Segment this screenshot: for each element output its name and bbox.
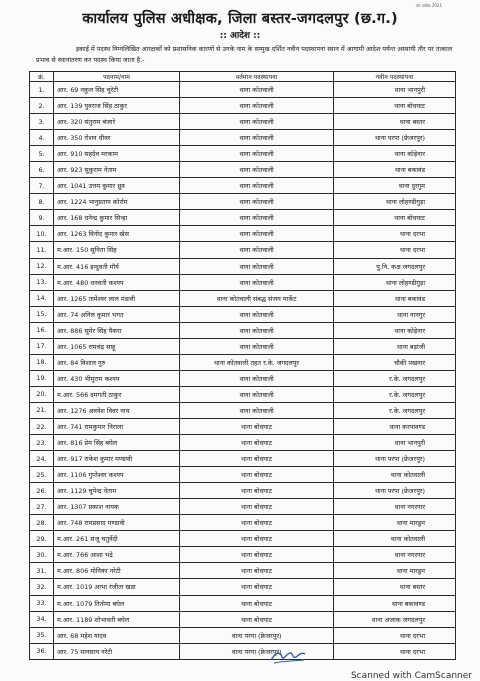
current-posting-cell: थाना बोधघाट xyxy=(180,451,334,467)
current-posting-cell: थाना परपा (फ्रेजरपुर) xyxy=(180,627,334,643)
serial-cell: 28. xyxy=(30,515,54,531)
name-cell: आर. 741 रामकुमार निराला xyxy=(54,418,180,434)
new-posting-cell: थाना कोतवाली xyxy=(334,531,456,547)
table-row xyxy=(30,178,456,194)
current-posting-cell: थाना कोतवाली xyxy=(180,386,334,402)
name-cell: म.आर. 1079 तितोमा बघेल xyxy=(54,595,180,611)
name-cell: आर. 923 सुकुराम नेताम xyxy=(54,162,180,178)
name-cell: आर. 430 भीमुराम कश्यप xyxy=(54,370,180,386)
serial-cell: 14. xyxy=(30,290,54,306)
serial-cell: 18. xyxy=(30,354,54,370)
name-cell: आर. 1041 उत्तम कुमार ध्रुव xyxy=(54,178,180,194)
current-posting-cell: थाना कोतवाली xyxy=(180,402,334,418)
new-posting-cell: थाना बोधघाट xyxy=(334,210,456,226)
name-cell: म.आर. 806 मोनिका नरेटी xyxy=(54,563,180,579)
current-posting-cell: थाना कोतवाली xyxy=(180,194,334,210)
table-row xyxy=(30,386,456,402)
name-cell: आर. 917 राकेश कुमार मण्डावी xyxy=(54,451,180,467)
new-posting-cell: थाना कोड़ेनार xyxy=(334,322,456,338)
serial-cell: 33. xyxy=(30,595,54,611)
current-posting-cell: थाना बोधघाट xyxy=(180,547,334,563)
serial-cell: 21. xyxy=(30,402,54,418)
name-cell: म.आर. 261 संजू चतुर्वेदी xyxy=(54,531,180,547)
serial-cell: 12. xyxy=(30,258,54,274)
table-row xyxy=(30,354,456,370)
table-row xyxy=(30,418,456,434)
name-cell: आर. 139 युवराज सिंह ठाकुर xyxy=(54,98,180,114)
current-posting-cell: थाना कोतवाली xyxy=(180,258,334,274)
serial-cell: 8. xyxy=(30,194,54,210)
table-row xyxy=(30,82,456,98)
serial-cell: 6. xyxy=(30,162,54,178)
office-title: कार्यालय पुलिस अधीक्षक, जिला बस्तर-जगदलपुर (छ.ग.) xyxy=(82,11,398,27)
current-posting-cell: थाना बोधघाट xyxy=(180,418,334,434)
name-cell: आर. 320 संतुराम बंजारे xyxy=(54,114,180,130)
new-posting-cell: थाना मारडूम xyxy=(334,563,456,579)
new-posting-cell: थाना कोतवाली xyxy=(334,467,456,483)
serial-cell: 4. xyxy=(30,130,54,146)
name-cell: म.आर. 480 धनवती कश्यप xyxy=(54,274,180,290)
current-posting-cell: थाना कोतवाली xyxy=(180,178,334,194)
current-posting-cell: थाना बोधघाट xyxy=(180,531,334,547)
new-posting-cell: थाना भानपुरी xyxy=(334,82,456,98)
current-posting-cell: थाना बोधघाट xyxy=(180,563,334,579)
current-posting-cell: थाना कोतवाली xyxy=(180,226,334,242)
serial-cell: 13. xyxy=(30,274,54,290)
current-posting-cell: थाना कोतवाली xyxy=(180,306,334,322)
name-cell: आर. 74 अनिल कुमार भगत xyxy=(54,306,180,322)
table-row xyxy=(30,643,456,659)
new-posting-cell: र.के. जगदलपुर xyxy=(334,370,456,386)
serial-cell: 32. xyxy=(30,579,54,595)
current-posting-cell: थाना बोधघाट xyxy=(180,499,334,515)
new-posting-cell: र.के. जगदलपुर xyxy=(334,386,456,402)
name-cell: आर. 886 सुमेर सिंह पैकरा xyxy=(54,322,180,338)
table-row xyxy=(30,595,456,611)
serial-cell: 3. xyxy=(30,114,54,130)
name-cell: आर. 816 प्रेम सिंह बघेल xyxy=(54,435,180,451)
serial-cell: 7. xyxy=(30,178,54,194)
table-row xyxy=(30,435,456,451)
table-row xyxy=(30,306,456,322)
new-posting-cell: थाना बकावंड xyxy=(334,162,456,178)
name-cell: आर. 1065 रामचंद्र साहू xyxy=(54,338,180,354)
current-posting-cell: थाना कोतवाली तहत र.के. जगदलपुर xyxy=(180,354,334,370)
new-posting-cell: थाना बोधघाट xyxy=(334,98,456,114)
current-posting-cell: थाना कोतवाली xyxy=(180,322,334,338)
name-cell: म.आर. 1019 आभा रंजीता खडा xyxy=(54,579,180,595)
serial-cell: 1. xyxy=(30,82,54,98)
table-row xyxy=(30,98,456,114)
serial-cell: 17. xyxy=(30,338,54,354)
current-posting-cell: थाना बोधघाट xyxy=(180,595,334,611)
name-cell: आर. 68 महेश यादव xyxy=(54,627,180,643)
current-posting-cell: थाना बोधघाट xyxy=(180,515,334,531)
name-cell: आर. 1129 चुपेन्द्र नेताम xyxy=(54,483,180,499)
current-posting-cell: थाना कोतवाली xyxy=(180,114,334,130)
table-row xyxy=(30,274,456,290)
new-posting-cell: थाना लोहण्डीगुड़ा xyxy=(334,274,456,290)
table-row xyxy=(30,370,456,386)
current-posting-cell: थाना कोतवाली xyxy=(180,82,334,98)
new-posting-cell: थाना परपा (फ्रेजरपुर) xyxy=(334,483,456,499)
serial-cell: 36. xyxy=(30,643,54,659)
table-row xyxy=(30,210,456,226)
table-row xyxy=(30,547,456,563)
order-heading: :: आदेश :: xyxy=(219,31,261,41)
table-row xyxy=(30,515,456,531)
new-posting-cell: पु.नि. कक्ष जगदलपुर xyxy=(334,258,456,274)
serial-cell: 15. xyxy=(30,306,54,322)
table-row xyxy=(30,579,456,595)
table-body xyxy=(30,82,456,660)
current-posting-cell: थाना कोतवाली xyxy=(180,146,334,162)
order-intro-paragraph: इकाई में पदस्थ निम्नलिखित आरक्षकों को प्रशासनिक कारणों से उनके नाम के सम्मुख दर्शित नवीन पदस्थापना स्थान में आगामी आदेश पर्यन्त अस्थायी तौर पर तत्काल प्रभाव से स्थानांतरण कर पदस्थ किया जाता है:- xyxy=(36,45,453,64)
current-posting-cell: थाना बोधघाट xyxy=(180,467,334,483)
current-posting-cell: थाना बोधघाट xyxy=(180,579,334,595)
new-posting-cell: थाना करपावण्ड xyxy=(334,418,456,434)
new-posting-cell: थाना बस्तर xyxy=(334,579,456,595)
serial-cell: 16. xyxy=(30,322,54,338)
serial-cell: 25. xyxy=(30,467,54,483)
new-posting-cell: र.के. जगदलपुर xyxy=(334,402,456,418)
name-cell: आर. 69 नकुल सिंह चुरेटी xyxy=(54,82,180,98)
table-row xyxy=(30,258,456,274)
serial-cell: 30. xyxy=(30,547,54,563)
name-cell: म.आर. 416 इन्दुवती मौर्य xyxy=(54,258,180,274)
current-posting-cell: थाना कोतवाली xyxy=(180,370,334,386)
serial-cell: 26. xyxy=(30,483,54,499)
header-serial: क्रं. xyxy=(30,72,54,82)
current-posting-cell: थाना कोतवाली xyxy=(180,130,334,146)
table-row xyxy=(30,322,456,338)
serial-cell: 5. xyxy=(30,146,54,162)
current-posting-cell: थाना कोतवाली xyxy=(180,162,334,178)
table-row xyxy=(30,194,456,210)
table-row xyxy=(30,499,456,515)
serial-cell: 22. xyxy=(30,418,54,434)
current-posting-cell: थाना बोधघाट xyxy=(180,611,334,627)
table-row xyxy=(30,563,456,579)
signature-icon xyxy=(268,648,308,666)
new-posting-cell: थाना दरभा xyxy=(334,627,456,643)
current-posting-cell: थाना कोतवाली संबद्ध संजय मार्केट xyxy=(180,290,334,306)
new-posting-cell: थाना लोहण्डीगुड़ा xyxy=(334,194,456,210)
table-row xyxy=(30,338,456,354)
new-posting-cell: थाना मारडूम xyxy=(334,515,456,531)
serial-cell: 23. xyxy=(30,435,54,451)
current-posting-cell: थाना कोतवाली xyxy=(180,98,334,114)
new-posting-cell: थाना दुरगुम xyxy=(334,178,456,194)
table-row xyxy=(30,242,456,258)
top-note: उप आदेश 2021 xyxy=(415,3,442,8)
serial-cell: 34. xyxy=(30,611,54,627)
serial-cell: 19. xyxy=(30,370,54,386)
current-posting-cell: थाना कोतवाली xyxy=(180,274,334,290)
new-posting-cell: थाना दरभा xyxy=(334,242,456,258)
name-cell: आर. 1276 अवनेश विवर नाथ xyxy=(54,402,180,418)
current-posting-cell: थाना कोतवाली xyxy=(180,338,334,354)
table-row xyxy=(30,114,456,130)
table-row xyxy=(30,130,456,146)
name-cell: आर. 1307 प्रकाश नायक xyxy=(54,499,180,515)
current-posting-cell: थाना कोतवाली xyxy=(180,210,334,226)
table-row xyxy=(30,627,456,643)
new-posting-cell: थाना कोड़ेनार xyxy=(334,146,456,162)
name-cell: आर. 350 रोशन धीवर xyxy=(54,130,180,146)
new-posting-cell: थाना बस्तर xyxy=(334,114,456,130)
new-posting-cell: चौकी पखनार xyxy=(334,354,456,370)
table-row xyxy=(30,531,456,547)
new-posting-cell: थाना दरभा xyxy=(334,226,456,242)
new-posting-cell: थाना अजाक जगदलपुर xyxy=(334,611,456,627)
serial-cell: 20. xyxy=(30,386,54,402)
table-header-row xyxy=(30,72,456,82)
name-cell: आर. 1263 विनोद कुमार खेस xyxy=(54,226,180,242)
name-cell: म.आर. 766 आशा भद्रे xyxy=(54,547,180,563)
name-cell: आर. 75 मानसाय नरेटी xyxy=(54,643,180,659)
current-posting-cell: थाना बोधघाट xyxy=(180,435,334,451)
new-posting-cell: थाना बकावण्ड xyxy=(334,595,456,611)
new-posting-cell: थाना नगरनार xyxy=(334,547,456,563)
new-posting-cell: थाना बकावंड xyxy=(334,290,456,306)
header-new-posting: नवीन पदस्थापना xyxy=(334,72,456,82)
current-posting-cell: थाना परपा (फ्रेजरपुर) xyxy=(180,643,334,659)
serial-cell: 31. xyxy=(30,563,54,579)
table-row xyxy=(30,402,456,418)
new-posting-cell: थाना परपा (फ्रेजरपुर) xyxy=(334,451,456,467)
serial-cell: 35. xyxy=(30,627,54,643)
name-cell: म.आर. 150 सुनिता सिंह xyxy=(54,242,180,258)
serial-cell: 24. xyxy=(30,451,54,467)
new-posting-cell: थाना नानगुर xyxy=(334,306,456,322)
serial-cell: 9. xyxy=(30,210,54,226)
table-row xyxy=(30,451,456,467)
name-cell: आर. 748 रामप्रसाद मण्डावी xyxy=(54,515,180,531)
table-row xyxy=(30,226,456,242)
new-posting-cell: थाना दरभा xyxy=(334,643,456,659)
serial-cell: 11. xyxy=(30,242,54,258)
name-cell: आर. 84 विशाल गुरु xyxy=(54,354,180,370)
name-cell: म.आर. 1189 शोभावती बघेल xyxy=(54,611,180,627)
serial-cell: 10. xyxy=(30,226,54,242)
new-posting-cell: थाना भानपुरी xyxy=(334,435,456,451)
table-row xyxy=(30,290,456,306)
header-name: पदनाम/नाम xyxy=(54,72,180,82)
table-row xyxy=(30,162,456,178)
name-cell: आर. 168 धनेन्द्र कुमार सिन्हा xyxy=(54,210,180,226)
new-posting-cell: थाना बड़ांजी xyxy=(334,338,456,354)
current-posting-cell: थाना बोधघाट xyxy=(180,483,334,499)
table-row xyxy=(30,483,456,499)
name-cell: आर. 1224 भानुप्रताप कोर्राम xyxy=(54,194,180,210)
table-row xyxy=(30,467,456,483)
scanner-watermark: Scanned with CamScanner xyxy=(350,671,472,681)
name-cell: आर. 1265 तामेश्वर लाल मंडावी xyxy=(54,290,180,306)
new-posting-cell: थाना परपा (फ्रेजरपुर) xyxy=(334,130,456,146)
new-posting-cell: थाना नगरनार xyxy=(334,499,456,515)
serial-cell: 29. xyxy=(30,531,54,547)
serial-cell: 27. xyxy=(30,499,54,515)
table-row xyxy=(30,146,456,162)
transfer-table xyxy=(29,71,456,660)
current-posting-cell: थाना कोतवाली xyxy=(180,242,334,258)
name-cell: आर. 910 सहदेव मरकाम xyxy=(54,146,180,162)
table-row xyxy=(30,611,456,627)
serial-cell: 2. xyxy=(30,98,54,114)
header-current-posting: वर्तमान पदस्थापना xyxy=(180,72,334,82)
name-cell: आर. 1106 गुप्तेश्वर कश्यप xyxy=(54,467,180,483)
name-cell: म.आर. 566 दमगती ठाकुर xyxy=(54,386,180,402)
